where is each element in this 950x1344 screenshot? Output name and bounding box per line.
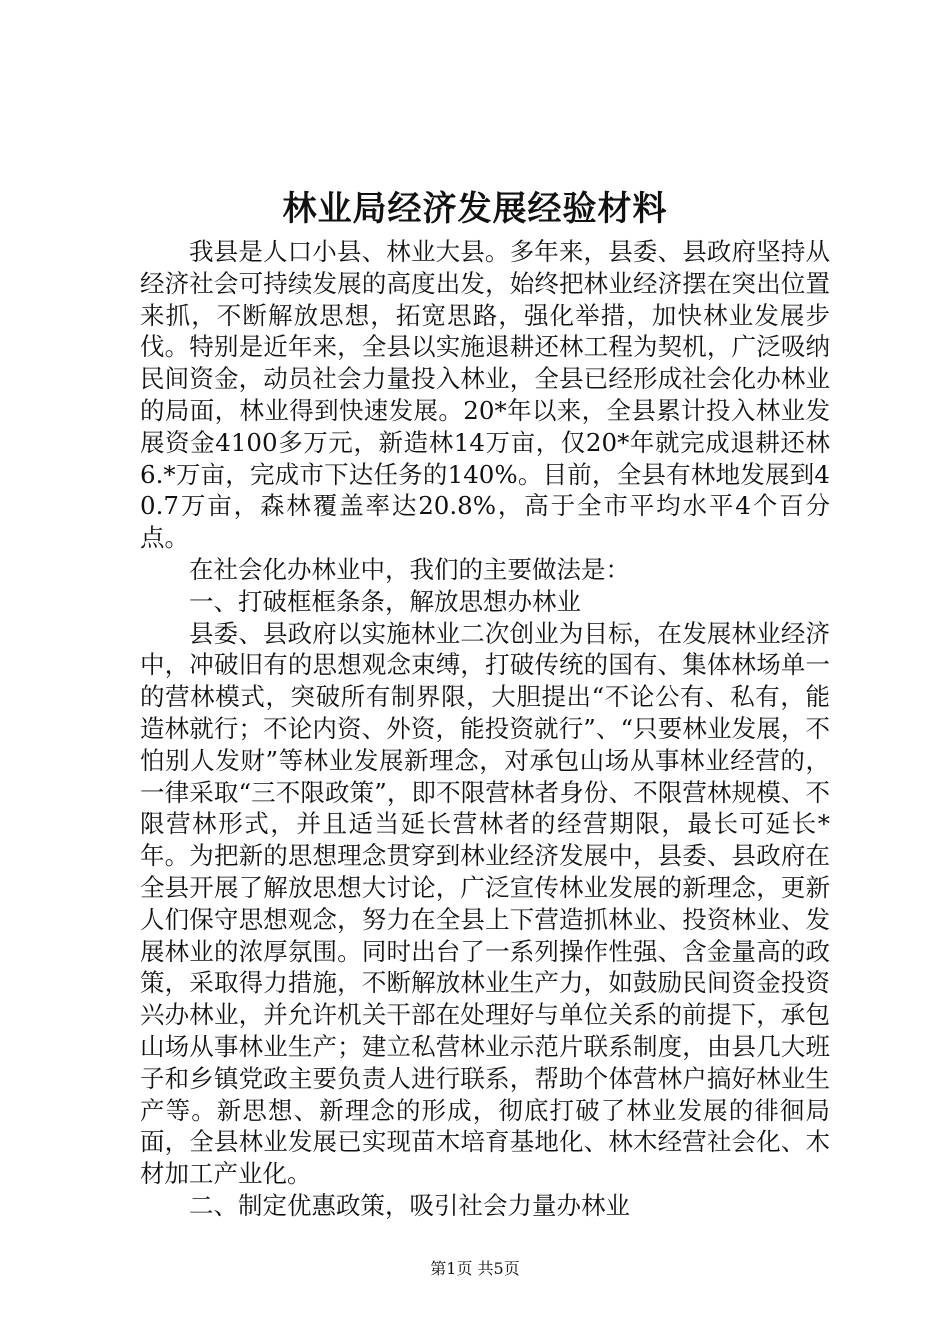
document-body [140,236,830,1222]
paragraph-intro: 我县是人口小县、林业大县。多年来，县委、县政府坚持从经济社会可持续发展的高度出发，始终把林业经济摆在突出位置来抓，不断解放思想，拓宽思路，强化举措，加快林业发展步伐。特别是近年来，全县以实施退耕还林工程为契机，广泛吸纳民间资金，动员社会力量投入林业，全县已经形成社会化办林业的局面，林业得到快速发展。20*年以来，全县累计投入林业发展资金4100多万元，新造林14万亩，仅20*年就完成退耕还林6.*万亩，完成市下达任务的140%。目前，全县有林地发展到40.7万亩，森林覆盖率达20.8%，高于全市平均水平4个百分点。 [140,237,830,553]
paragraph-section-1: 县委、县政府以实施林业二次创业为目标，在发展林业经济中，冲破旧有的思想观念束缚，打破传统的国有、集体林场单一的营林模式，突破所有制界限，大胆提出“不论公有、私有，能造林就行；不论内资、外资，能投资就行”、“只要林业发展，不怕别人发财”等林业发展新理念，对承包山场从事林业经营的，一律采取“三不限政策”，即不限营林者身份、不限营林规模、不限营林形式，并且适当延长营林者的经营期限，最长可延长*年。为把新的思想理念贯穿到林业经济发展中，县委、县政府在全县开展了解放思想大讨论，广泛宣传林业发展的新理念，更新人们保守思想观念，努力在全县上下营造抓林业、投资林业、发展林业的浓厚氛围。同时出台了一系列操作性强、含金量高的政策，采取得力措施，不断解放林业生产力，如鼓励民间资金投资兴办林业，并允许机关干部在处理好与单位关系的前提下，承包山场从事林业生产；建立私营林业示范片联系制度，由县几大班子和乡镇党政主要负责人进行联系，帮助个体营林户搞好林业生产等。新思想、新理念的形成，彻底打破了林业发展的徘徊局面，全县林业发展已实现苗木培育基地化、林木经营社会化、木材加工产业化。 [140,618,830,1189]
section-heading-1: 一、打破框框条条，解放思想办林业 [189,586,581,616]
section-heading-2: 二、制定优惠政策，吸引社会力量办林业 [189,1190,630,1220]
paragraph-methods-lead: 在社会化办林业中，我们的主要做法是： [189,554,630,584]
page-footer: 第1页 共5页 [430,1259,520,1278]
document-title: 林业局经济发展经验材料 [282,189,668,229]
